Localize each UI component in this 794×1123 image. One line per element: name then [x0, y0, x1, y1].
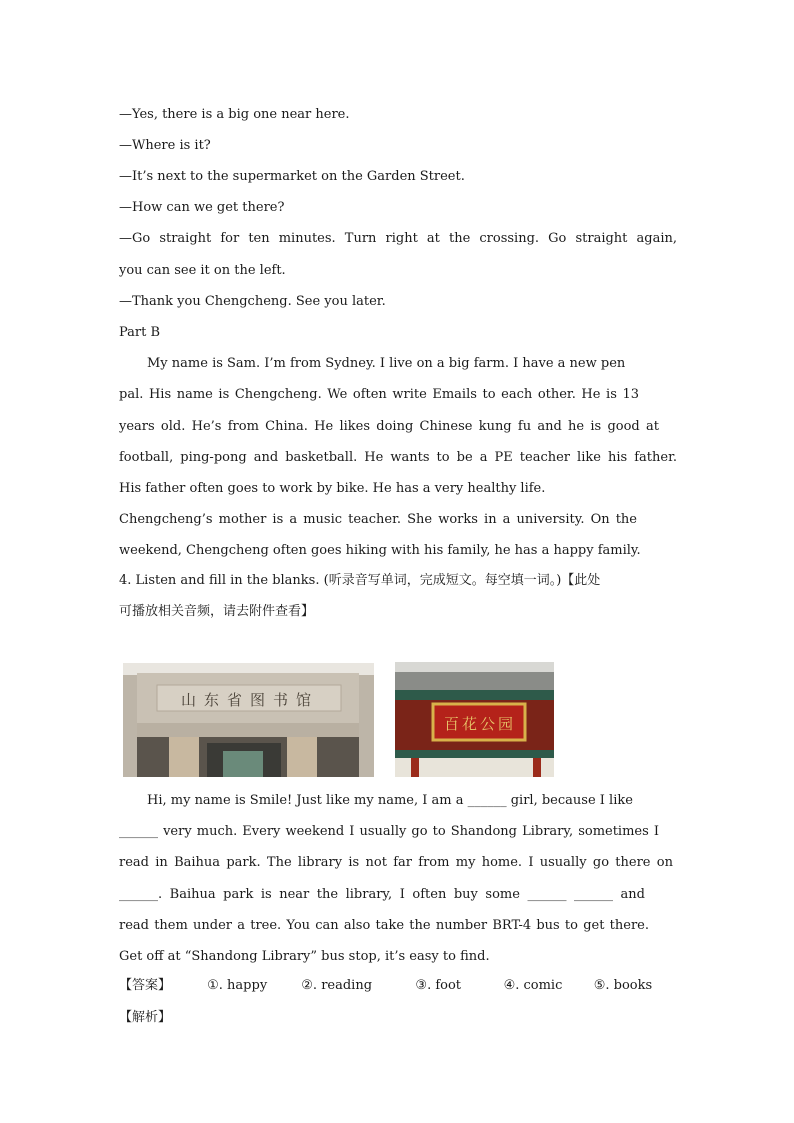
- analysis-label: 【解析】: [119, 1010, 172, 1025]
- answer-item: ②. reading: [301, 978, 373, 993]
- passage-line: ______. Baihua park is near the library, I often buy some ______ ______ and: [119, 887, 645, 902]
- answer-item: ③. foot: [415, 978, 462, 993]
- park-sign-text: 百花公园: [443, 715, 516, 733]
- part-b-line: My name is Sam. I’m from Sydney. I live on a big farm. I have a new pen: [147, 356, 626, 371]
- answer-row: [119, 978, 652, 994]
- dialogue-line: —Thank you Chengcheng. See you later.: [119, 294, 386, 309]
- part-b-line: Chengcheng’s mother is a music teacher. She works in a university. On the: [119, 512, 637, 527]
- answer-item: ④. comic: [503, 978, 563, 993]
- dialogue-line: —Yes, there is a big one near here.: [119, 107, 350, 122]
- passage-line: read in Baihua park. The library is not far from my home. I usually go there on: [119, 855, 673, 870]
- library-sign-text: 山东省图书馆: [180, 691, 319, 709]
- library-building-image: [123, 663, 374, 777]
- answer-item: ⑤. books: [593, 978, 653, 993]
- shandong-library-photo: [123, 663, 374, 777]
- passage-line: Get off at “Shandong Library” bus stop, it’s easy to find.: [119, 949, 490, 964]
- part-b-line: weekend, Chengcheng often goes hiking with his family, he has a happy family.: [119, 543, 641, 558]
- part-b-heading: Part B: [119, 325, 161, 340]
- dialogue-line: —It’s next to the supermarket on the Garden Street.: [119, 169, 465, 184]
- passage-line: read them under a tree. You can also take the number BRT-4 bus to get there.: [119, 918, 649, 933]
- part-b-line: His father often goes to work by bike. He has a very healthy life.: [119, 481, 546, 496]
- answer-label: 【答案】: [119, 978, 172, 993]
- dialogue-line: —Where is it?: [119, 138, 211, 153]
- part-b-line: football, ping-pong and basketball. He wants to be a PE teacher like his father.: [119, 450, 677, 465]
- dialogue-line: —Go straight for ten minutes. Turn right at the crossing. Go straight again,: [119, 231, 677, 246]
- answer-item: ①. happy: [207, 978, 268, 993]
- dialogue-line: —How can we get there?: [119, 200, 285, 215]
- passage-line: ______ very much. Every weekend I usually go to Shandong Library, sometimes I: [119, 824, 659, 839]
- baihua-park-photo: [395, 662, 554, 777]
- part-b-line: years old. He’s from China. He likes doing Chinese kung fu and he is good at: [119, 419, 659, 434]
- question-4-line1: 4. Listen and fill in the blanks. (听录音写单词，完成短文。每空填一词。)【此处: [119, 573, 601, 588]
- part-b-line: pal. His name is Chengcheng. We often write Emails to each other. He is 13: [119, 387, 639, 402]
- dialogue-line: you can see it on the left.: [119, 263, 286, 278]
- question-4-line2: 可播放相关音频，请去附件查看】: [119, 604, 315, 619]
- passage-line: Hi, my name is Smile! Just like my name, I am a ______ girl, because I like: [147, 793, 633, 808]
